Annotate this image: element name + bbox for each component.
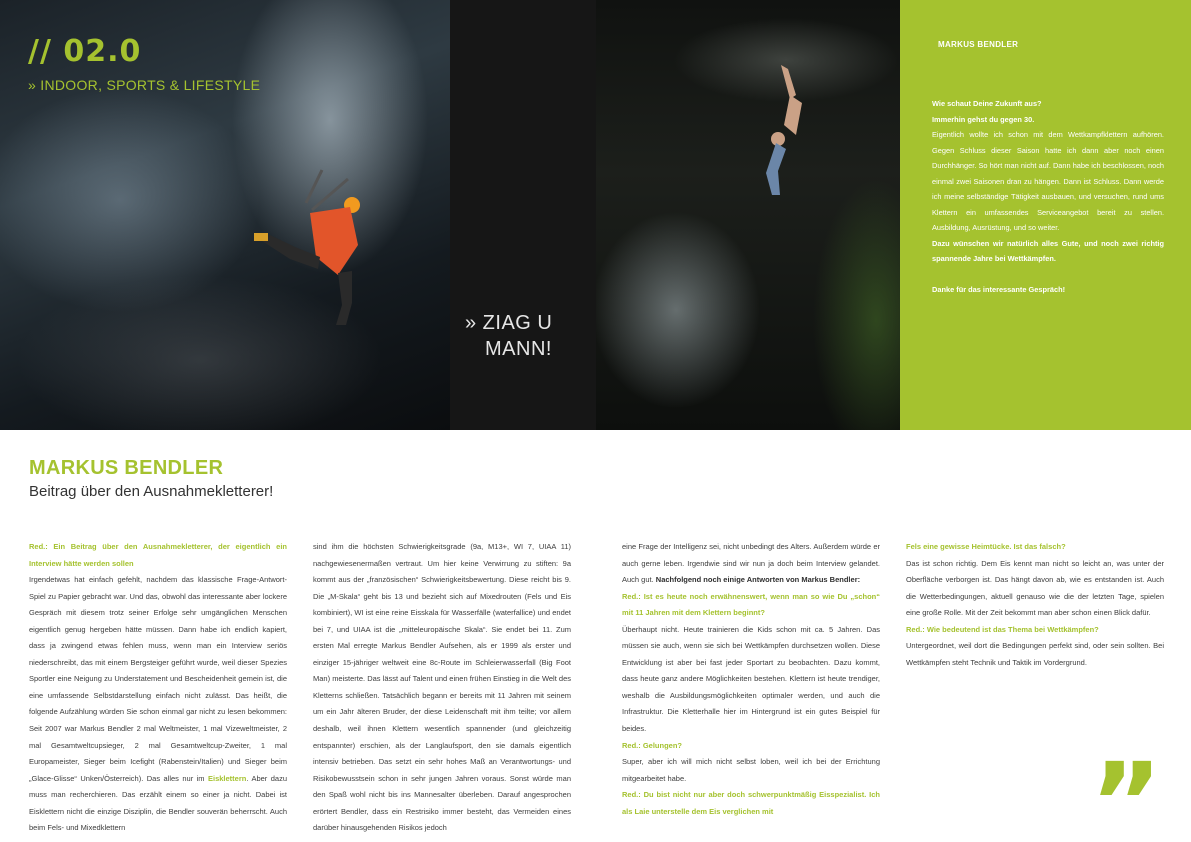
answer-competitions: Untergeordnet, weil dort die Bedingungen perfekt sind, oder sein sollten. Bei Wettkämpfen steht Technik und Taktik im Vordergrund.	[906, 641, 1164, 667]
answer-ice: Das ist schon richtig. Dem Eis kennt man nicht so leicht an, was unter der Oberfläche verborgen ist. Das hängt davon ab, wie es entstanden ist. Auch die Wetterbedingungen, aktuell genauso wie die der letzten Tage, spielen eine große Rolle. Mit der Zeit bekommt man aber schon einen Blick dafür.	[906, 558, 1164, 618]
answers-intro: Nachfolgend noch einige Antworten von Markus Bendler:	[655, 575, 861, 585]
caption-line-2: MANN!	[485, 338, 552, 360]
article-column-3	[622, 539, 880, 820]
photo-caption	[465, 310, 585, 362]
article-subtitle: Beitrag über den Ausnahmekletterer!	[29, 483, 274, 500]
answer-gelungen: Super, aber ich will mich nicht selbst loben, weil ich bei der Errichtung mitgearbeitet habe.	[622, 757, 880, 783]
question-intro: Red.: Ein Beitrag über den Ausnahmekletterer, der eigentlich ein Interview hätte werden sollen	[29, 542, 287, 568]
sidebar-answer: Eigentlich wollte ich schon mit dem Wettkampfklettern aufhören. Gegen Schluss dieser Saison hatte ich dann aber noch einen Durchhänger. So hört man nicht auf. Dann habe ich beschlossen, noch einmal zwei Saisonen dran zu hängen. Dann ist Schluss. Dann werde ich meine selbständige Tätigkeit ausbauen, und versuchen, rund ums Klettern ein umfassendes Serviceangebot bereit zu stellen. Ausbildung, Ausrüstung, und so weiter.	[932, 130, 1164, 232]
caption-line-1: » ZIAG U	[465, 312, 553, 334]
sidebar-title: MARKUS BENDLER	[938, 40, 1019, 49]
article-column-4	[906, 539, 1164, 671]
sidebar-thanks: Danke für das interessante Gespräch!	[932, 284, 1066, 294]
column-1-text: Irgendetwas hat einfach gefehlt, nachdem das klassische Frage-Antwort-Spiel zu Papier gebracht war. Und das, obwohl das interessante aber lockere Gespräch mit diesem trotz seiner Erfolge sehr umgänglichen Menschen eigentlich genug hergeben hätte müssen. Dann habe ich endlich kapiert, dass ja zwingend etwas fehlen muss, wenn man ein Interview seriös niederschreibt, das mit einem Bergsteiger geführt wurde, weil dieser Spezies Sportler eine Neigung zu Understatement und Bescheidenheit gemein ist, die eine umfassende Selbstdarstellung einfach nicht zulässt. Das heißt, die folgende Aufzählung würden Sie schon einmal gar nicht zu lesen bekommen: Seit 2007 war Markus Bendler 2 mal Weltmeister, 1 mal Vizeweltmeister, 2 mal Gesamtweltcupsieger, 2 mal Gesamtweltcup-Zweiter, 1 mal Europameister, Sieger beim Icefight (Rabenstein/Italien) und Sieger beim „Glace-Glisse“ Unken/Österreich). Das alles nur im Eisklettern. Aber dazu muss man recherchieren. Das erzählt einem so einer ja nicht. Dabei ist Eisklettern nicht die einzige Disziplin, die Bendler souverän beherrscht. Auch beim Fels- und Mixedklettern	[29, 575, 287, 833]
answer-age: Überhaupt nicht. Heute trainieren die Kids schon mit ca. 5 Jahren. Das müssen sie auch, wenn sie sich bei Wettkämpfen durchsetzen wollen. Diese Entwicklung ist aber bei fast jeder Sportart zu beobachten. Dazu kommt, dass heute ganz andere Möglichkeiten bestehen. Klettern ist heute trendiger, weshalb die Ausbildungsmöglichkeiten optimaler werden, und auch die Infrastruktur. Die Kletterhalle hier im Hintergrund ist ein gutes Beispiel für beides.	[622, 624, 880, 734]
question-age: Red.: Ist es heute noch erwähnenswert, wenn man so wie Du „schon“ mit 11 Jahren mit dem Klettern beginnt?	[622, 591, 880, 618]
dark-photo-strip	[450, 0, 596, 430]
section-label: » INDOOR, SPORTS & LIFESTYLE	[28, 77, 261, 93]
article-title: MARKUS BENDLER	[29, 457, 224, 479]
article-column-1	[29, 539, 287, 837]
question-ice-continued: Fels eine gewisse Heimtücke. Ist das falsch?	[906, 542, 1066, 551]
closing-quote-mark: ”	[1090, 739, 1157, 842]
question-competitions: Red.: Wie bedeutend ist das Thema bei Wettkämpfen?	[906, 624, 1099, 634]
rock-climber-figure	[756, 55, 836, 205]
sidebar-interview	[932, 96, 1164, 297]
issue-number: // 02.0	[28, 34, 142, 69]
rock-climbing-photo	[596, 0, 900, 430]
sidebar-wish: Dazu wünschen wir natürlich alles Gute, und noch zwei richtig spannende Jahre bei Wettkämpfen.	[932, 238, 1164, 263]
sidebar-question-2: Immerhin gehst du gegen 30.	[932, 114, 1035, 124]
column-3-text: eine Frage der Intelligenz sei, nicht unbedingt des Alters. Außerdem würde er auch gerne leben. Irgendwie sind wir nun ja doch beim Interview gelandet. Auch gut. Nachfolgend noch einige Antworten von Markus Bendler:	[622, 542, 880, 585]
article-column-2	[313, 539, 571, 837]
sidebar-question-1: Wie schaut Deine Zukunft aus?	[932, 99, 1042, 108]
question-ice: Red.: Du bist nicht nur aber doch schwerpunktmäßig Eisspezialist. Ich als Laie unterstelle dem Eis verglichen mit	[622, 790, 880, 816]
ice-cave-photo	[0, 0, 450, 430]
ice-climber-figure	[240, 165, 380, 325]
column-2-text: sind ihm die höchsten Schwierigkeitsgrade (9a, M13+, WI 7, UIAA 11) nachgewiesenermaßen vertraut. Um hier keine Verwirrung zu stiften: 9a kommt aus der „französischen“ Schwierigkeitsbewertung. Diese reicht bis 9. Die „M-Skala“ geht bis 13 und bezieht sich auf Mixedrouten (Fels und Eis kombiniert), WI ist eine reine Eisskala für Wasserfälle (waterfallice) und endet bei 7, und UIAA ist die „mitteleuropäische Skala“. Sie endet bei 11. Zum ersten Mal erregte Markus Bendler Aufsehen, als er 1999 als erster und einziger 15-jähriger weltweit eine 8c-Route im Schleierwasserfall (Big Foot Man) meisterte. Das lässt auf Talent und einen frühen Einstieg in die Welt des Kletterns schließen. Tatsächlich begann er bereits mit 11 Jahren mit seinem um ein Jahr älteren Bruder, der diese Leidenschaft mit ihm teilte; vor allem deshalb, weil ihnen Klettern wesentlich spannender (und gleichzeitig entspannter) erschien, als der Langlaufsport, den sie damals eigentlich intensiv betrieben. Das setzt ein sehr hohes Maß an Verantwortungs- und Risikobewusstsein schon in sehr jungen Jahren voraus. Sonst würde man den Spaß wohl nicht bis ins Mannesalter überleben. Darauf angesprochen erörtert Bendler, dass ein Restrisiko immer besteht, das Vermeiden eines darüber hinausgehenden Risikos jedoch	[313, 542, 571, 833]
question-gelungen: Red.: Gelungen?	[622, 740, 682, 750]
highlight-eisklettern: Eisklettern	[207, 773, 247, 783]
